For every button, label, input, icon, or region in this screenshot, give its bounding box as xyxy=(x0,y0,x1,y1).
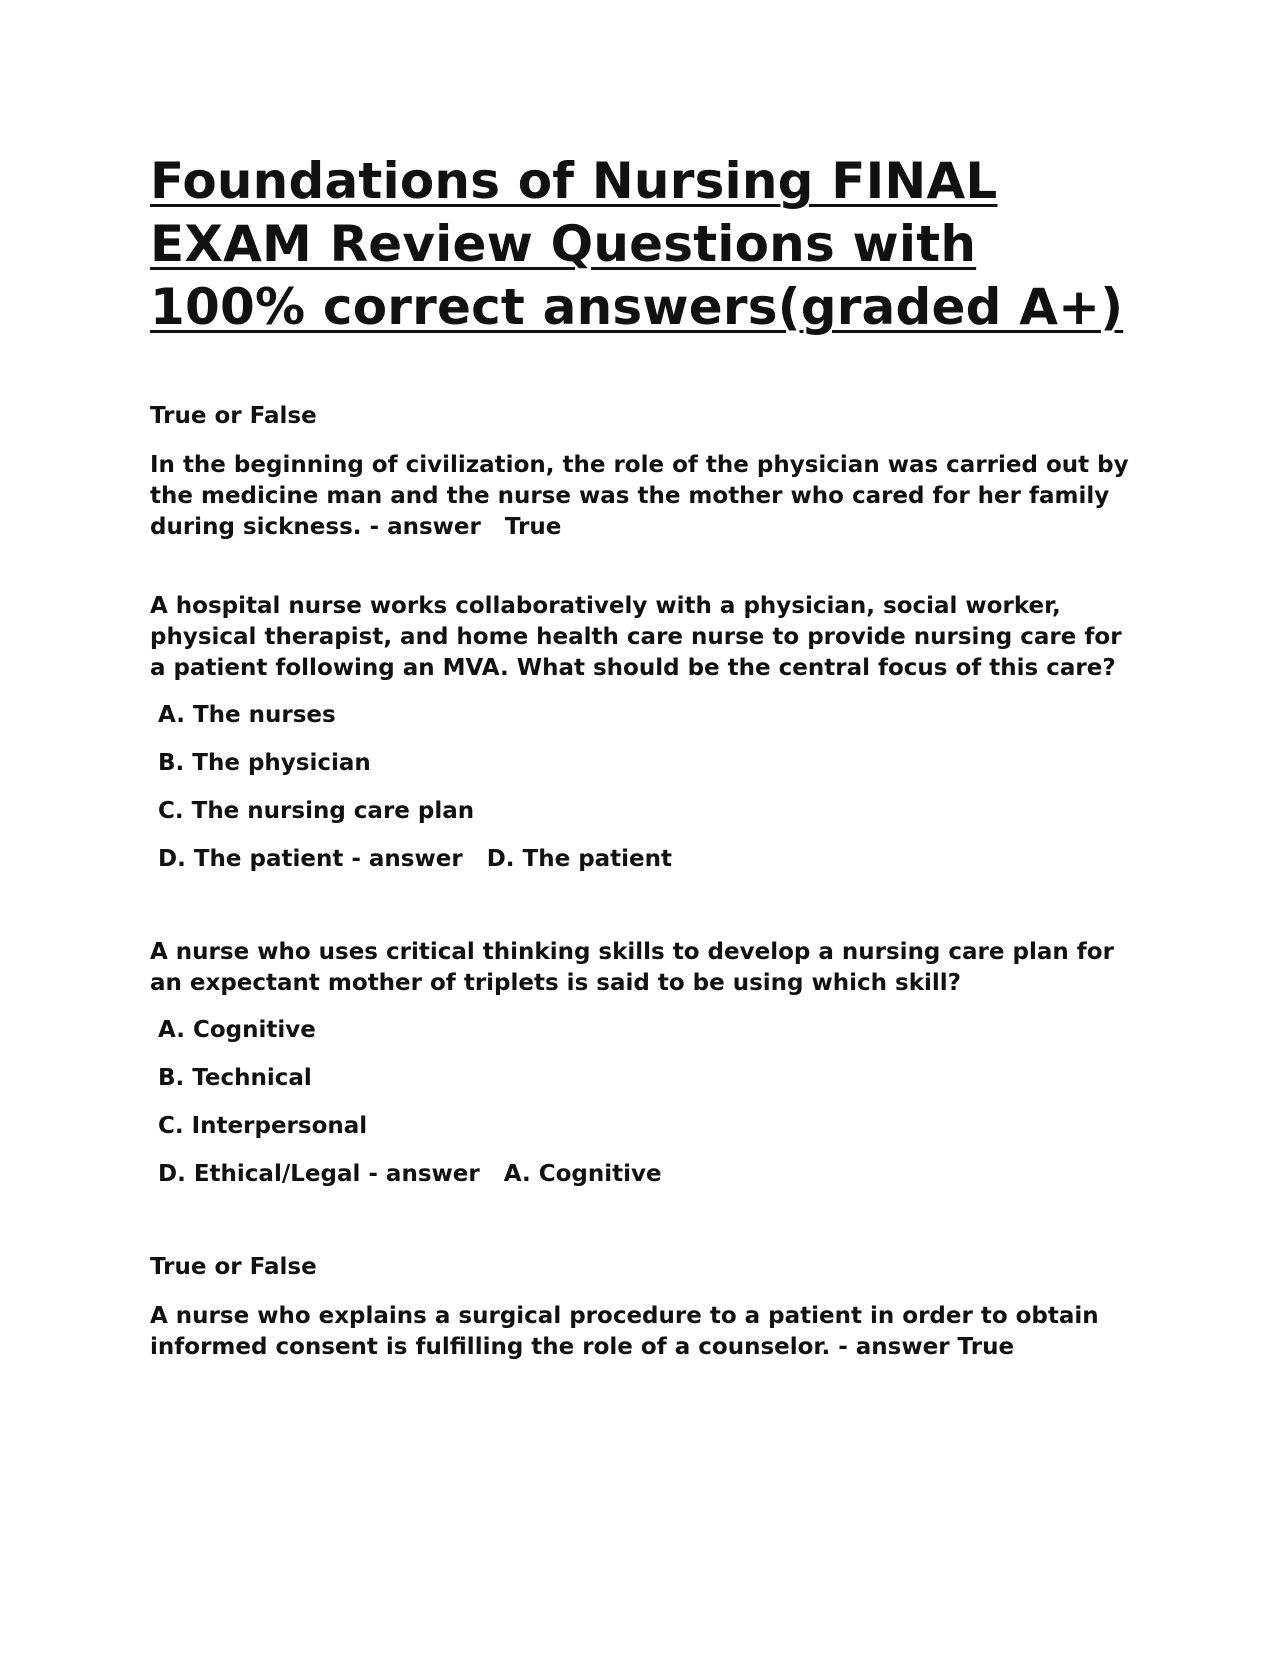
document-page xyxy=(150,150,1137,1363)
question-text: A nurse who uses critical thinking skills to develop a nursing care plan for an expectant mother of triplets is said to be using which skill? xyxy=(150,939,1122,996)
answer-option: B. The physician xyxy=(158,750,371,776)
spacer xyxy=(150,1207,1130,1252)
question-text: In the beginning of civilization, the role of the physician was carried out by the medicine man and the nurse was the mother who cared for her family during sickness. - answer True xyxy=(150,452,1137,540)
question-type-label: True or False xyxy=(150,1254,317,1280)
question-block-4 xyxy=(150,1252,1130,1363)
question-text: A nurse who explains a surgical procedure to a patient in order to obtain informed consent is fulfilling the role of a counselor. - answer True xyxy=(150,1303,1107,1360)
question-block-1 xyxy=(150,401,1137,543)
document-content xyxy=(150,401,1137,1363)
question-block-3 xyxy=(150,937,1130,1190)
answer-option: B. Technical xyxy=(158,1065,312,1091)
answer-option: D. Ethical/Legal - answer A. Cognitive xyxy=(158,1161,662,1187)
question-text: A hospital nurse works collaboratively with a physician, social worker, physical therapist, and home health care nurse to provide nursing care for a patient following an MVA. What should be the central focus of this care? xyxy=(150,593,1130,681)
question-block-2 xyxy=(150,591,1130,875)
document-title: Foundations of Nursing FINAL EXAM Review Questions with 100% correct answers(graded A+) xyxy=(150,152,1124,336)
answer-option: C. Interpersonal xyxy=(158,1113,368,1139)
answer-option: C. The nursing care plan xyxy=(158,798,475,824)
question-type-label: True or False xyxy=(150,403,317,429)
answer-option: A. Cognitive xyxy=(158,1017,316,1043)
spacer xyxy=(150,543,1130,591)
answer-option: D. The patient - answer D. The patient xyxy=(158,846,673,872)
answer-option: A. The nurses xyxy=(158,702,336,728)
spacer xyxy=(150,892,1130,937)
